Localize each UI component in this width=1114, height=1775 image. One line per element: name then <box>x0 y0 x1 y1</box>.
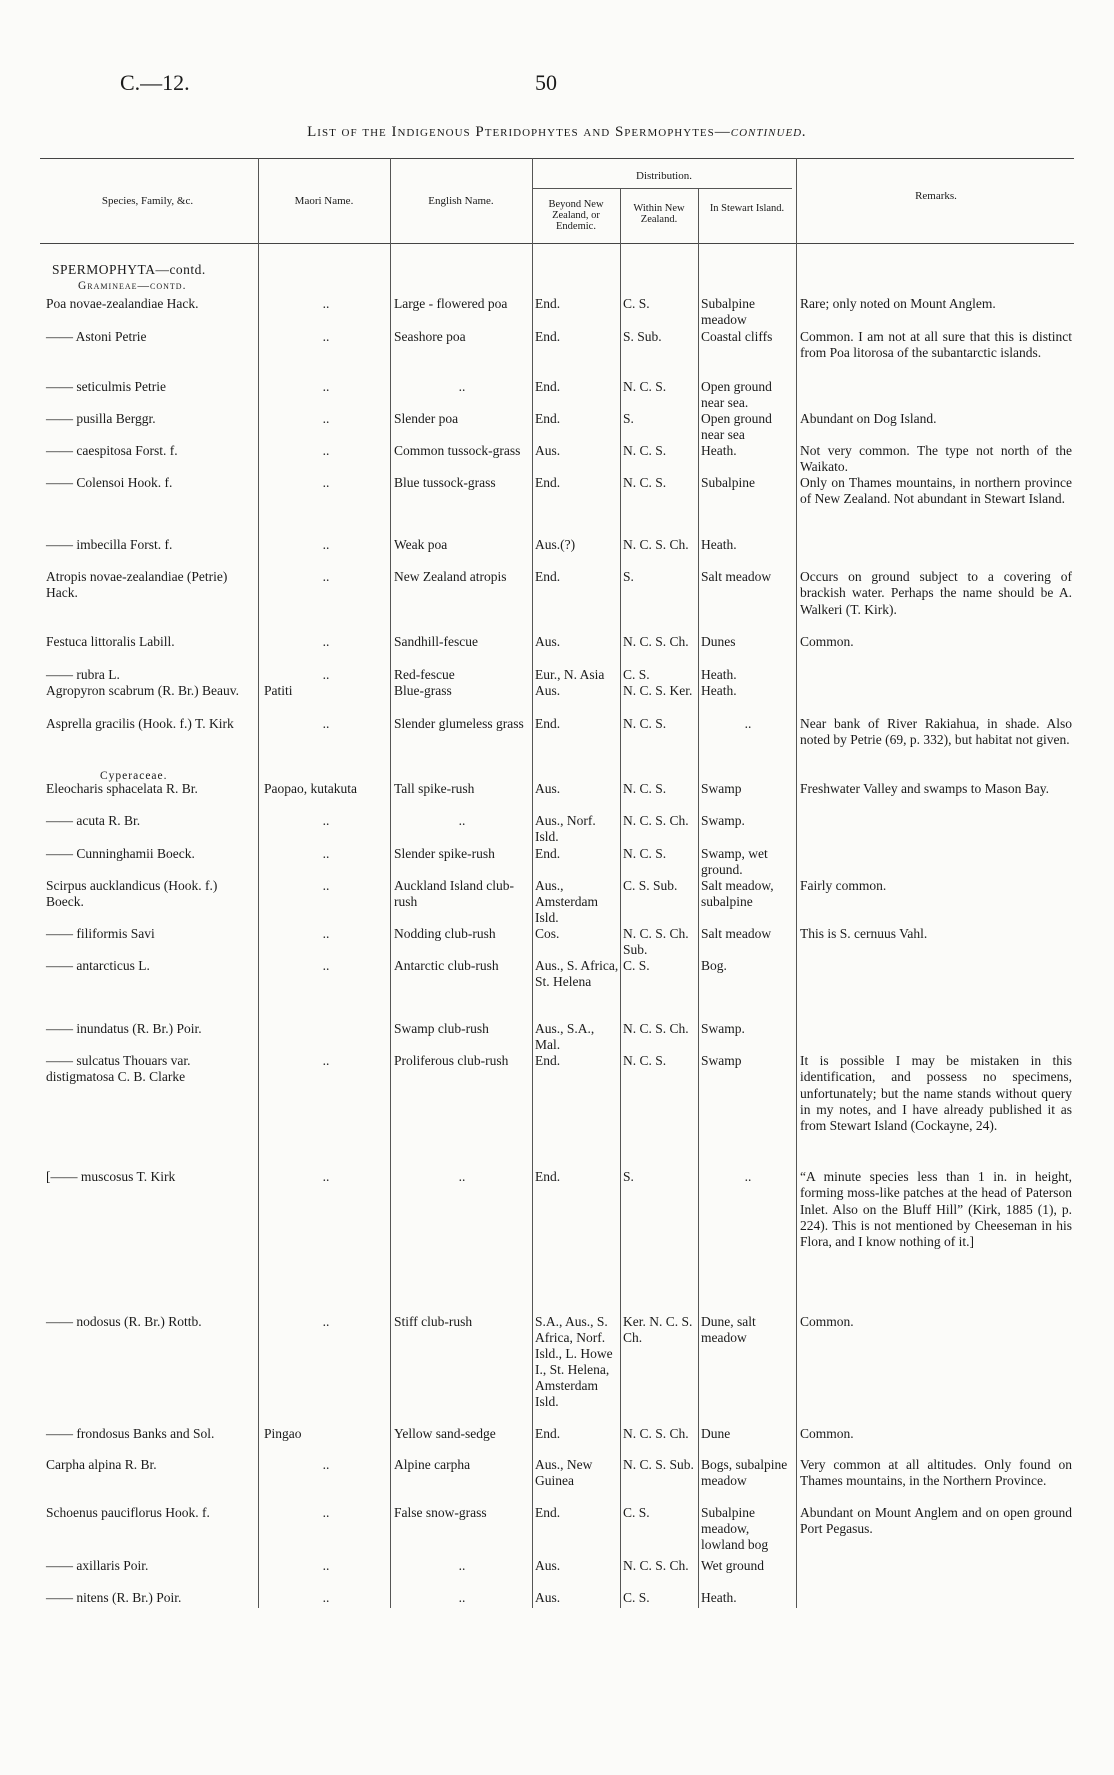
row-16-eng: Nodding club-rush <box>394 926 496 941</box>
row-21-sp: —— nodosus (R. Br.) Rottb. <box>46 1314 202 1329</box>
row-3-eng: Slender poa <box>394 411 459 426</box>
row-5-beyond: End. <box>535 475 561 490</box>
row-3-rem: Abundant on Dog Island. <box>800 411 937 426</box>
row-3-beyond: End. <box>535 411 561 426</box>
title-prefix: List of the Indigenous Pteridophytes and Spermophytes— <box>307 124 731 140</box>
row-25-maori: .. <box>322 1558 330 1573</box>
row-7-eng: New Zealand atropis <box>394 569 507 584</box>
row-25-eng: .. <box>458 1558 466 1573</box>
row-7-rem: Occurs on ground subject to a covering of brackish water. Perhaps the name should be A. Walkeri (T. Kirk). <box>800 569 1072 617</box>
row-3-maori: .. <box>322 411 330 426</box>
row-0-maori: .. <box>322 296 330 311</box>
distribution-rule <box>532 188 792 189</box>
row-3-within: S. <box>623 411 634 426</box>
row-19-sp: —— sulcatus Thouars var. distigmatosa C. B. Clarke <box>46 1053 191 1084</box>
row-19-beyond: End. <box>535 1053 561 1068</box>
row-19-maori: .. <box>322 1053 330 1068</box>
row-18-stewart: Swamp. <box>701 1021 745 1036</box>
row-4-stewart: Heath. <box>701 443 737 458</box>
row-14-maori: .. <box>322 846 330 861</box>
row-21-beyond: S.A., Aus., S. Africa, Norf. Isld., L. Howe I., St. Helena, Amsterdam Isld. <box>535 1314 613 1409</box>
row-15-sp: Scirpus aucklandicus (Hook. f.) Boeck. <box>46 878 218 909</box>
row-24-beyond: End. <box>535 1505 561 1520</box>
header-maori: Maori Name. <box>294 195 354 207</box>
row-19-within: N. C. S. <box>623 1053 667 1068</box>
row-1-within: S. Sub. <box>623 329 662 344</box>
row-22-maori: Pingao <box>264 1426 302 1441</box>
row-23-beyond: Aus., New Guinea <box>535 1457 593 1488</box>
row-20-within: S. <box>623 1169 634 1184</box>
row-6-stewart: Heath. <box>701 537 737 552</box>
row-2-maori: .. <box>322 379 330 394</box>
row-23-maori: .. <box>322 1457 330 1472</box>
row-13-eng: .. <box>458 813 466 828</box>
row-5-stewart: Subalpine <box>701 475 755 490</box>
row-15-stewart: Salt meadow, subalpine <box>701 878 774 909</box>
row-12-rem: Freshwater Valley and swamps to Mason Bay. <box>800 781 1049 796</box>
row-7-sp: Atropis novae-zealandiae (Petrie) Hack. <box>46 569 228 600</box>
row-21-within: Ker. N. C. S. Ch. <box>623 1314 693 1345</box>
row-22-within: N. C. S. Ch. <box>623 1426 689 1441</box>
row-6-within: N. C. S. Ch. <box>623 537 689 552</box>
row-9-maori: .. <box>322 667 330 682</box>
row-12-beyond: Aus. <box>535 781 561 796</box>
row-4-rem: Not very common. The type not north of the Waikato. <box>800 443 1072 475</box>
row-0-eng: Large - flowered poa <box>394 296 508 311</box>
row-6-sp: —— imbecilla Forst. f. <box>46 537 173 552</box>
row-20-eng: .. <box>458 1169 466 1184</box>
row-24-stewart: Subalpine meadow, lowland bog <box>701 1505 769 1552</box>
row-16-beyond: Cos. <box>535 926 560 941</box>
row-21-stewart: Dune, salt meadow <box>701 1314 756 1345</box>
row-16-rem: This is S. cernuus Vahl. <box>800 926 928 941</box>
row-26-stewart: Heath. <box>701 1590 737 1605</box>
header-within: Within New Zealand. <box>633 203 685 225</box>
row-1-sp: —— Astoni Petrie <box>46 329 147 344</box>
row-17-beyond: Aus., S. Africa, St. Helena <box>535 958 619 989</box>
row-13-stewart: Swamp. <box>701 813 745 828</box>
row-4-within: N. C. S. <box>623 443 667 458</box>
row-14-eng: Slender spike-rush <box>394 846 495 861</box>
row-5-sp: —— Colensoi Hook. f. <box>46 475 173 490</box>
row-12-maori: Paopao, kutakuta <box>264 781 357 796</box>
row-11-sp: Asprella gracilis (Hook. f.) T. Kirk <box>46 716 234 731</box>
row-16-maori: .. <box>322 926 330 941</box>
row-2-within: N. C. S. <box>623 379 667 394</box>
row-14-sp: —— Cunninghamii Boeck. <box>46 846 195 861</box>
col-divider-4 <box>620 188 621 1608</box>
row-18-beyond: Aus., S.A., Mal. <box>535 1021 595 1052</box>
page-title <box>0 124 1114 141</box>
header-beyond: Beyond New Zealand, or Endemic. <box>548 199 604 232</box>
row-21-maori: .. <box>322 1314 330 1329</box>
row-12-eng: Tall spike-rush <box>394 781 475 796</box>
col-divider-1 <box>258 158 259 1608</box>
row-1-beyond: End. <box>535 329 561 344</box>
row-3-stewart: Open ground near sea <box>701 411 772 442</box>
row-14-beyond: End. <box>535 846 561 861</box>
row-24-rem: Abundant on Mount Anglem and on open ground Port Pegasus. <box>800 1505 1072 1537</box>
row-11-maori: .. <box>322 716 330 731</box>
row-19-stewart: Swamp <box>701 1053 742 1068</box>
row-10-beyond: Aus. <box>535 683 561 698</box>
row-1-rem: Common. I am not at all sure that this is distinct from Poa litorosa of the subantarctic islands. <box>800 329 1072 361</box>
row-20-maori: .. <box>322 1169 330 1184</box>
row-26-maori: .. <box>322 1590 330 1605</box>
row-24-sp: Schoenus pauciflorus Hook. f. <box>46 1505 210 1520</box>
row-2-stewart: Open ground near sea. <box>701 379 772 410</box>
row-13-beyond: Aus., Norf. Isld. <box>535 813 596 844</box>
row-5-rem: Only on Thames mountains, in northern province of New Zealand. Not abundant in Stewart Island. <box>800 475 1072 507</box>
row-8-within: N. C. S. Ch. <box>623 634 689 649</box>
row-0-sp: Poa novae-zealandiae Hack. <box>46 296 199 311</box>
row-4-beyond: Aus. <box>535 443 561 458</box>
section-cyperaceae: Cyperaceae. <box>100 770 168 782</box>
row-23-rem: Very common at all altitudes. Only found on Thames mountains, in the Northern Province. <box>800 1457 1072 1489</box>
row-15-beyond: Aus., Amsterdam Isld. <box>535 878 598 925</box>
row-19-eng: Proliferous club-rush <box>394 1053 509 1068</box>
row-17-within: C. S. <box>623 958 650 973</box>
row-9-within: C. S. <box>623 667 650 682</box>
row-12-sp: Eleocharis sphacelata R. Br. <box>46 781 198 796</box>
row-6-maori: .. <box>322 537 330 552</box>
row-23-eng: Alpine carpha <box>394 1457 471 1472</box>
row-12-within: N. C. S. <box>623 781 667 796</box>
row-4-maori: .. <box>322 443 330 458</box>
header-bottom-rule <box>40 243 1074 244</box>
row-20-sp: [—— muscosus T. Kirk <box>46 1169 176 1184</box>
row-11-beyond: End. <box>535 716 561 731</box>
section-spermophyta-label: SPERMOPHYTA—contd. <box>52 262 206 277</box>
row-15-within: C. S. Sub. <box>623 878 678 893</box>
row-4-eng: Common tussock-grass <box>394 443 521 458</box>
header-english: English Name. <box>428 195 494 207</box>
row-2-beyond: End. <box>535 379 561 394</box>
row-8-stewart: Dunes <box>701 634 736 649</box>
row-10-eng: Blue-grass <box>394 683 452 698</box>
header-stewart: In Stewart Island. <box>709 203 785 214</box>
row-14-stewart: Swamp, wet ground. <box>701 846 768 877</box>
col-divider-2 <box>390 158 391 1608</box>
row-26-within: C. S. <box>623 1590 650 1605</box>
row-7-within: S. <box>623 569 634 584</box>
row-7-stewart: Salt meadow <box>701 569 772 584</box>
row-14-within: N. C. S. <box>623 846 667 861</box>
row-23-within: N. C. S. Sub. <box>623 1457 694 1472</box>
row-11-stewart: .. <box>744 716 752 731</box>
row-22-sp: —— frondosus Banks and Sol. <box>46 1426 215 1441</box>
title-suffix: continued. <box>730 124 807 140</box>
section-gramineae: Gramineae—contd. <box>78 280 187 292</box>
row-26-eng: .. <box>458 1590 466 1605</box>
row-8-eng: Sandhill-fescue <box>394 634 478 649</box>
row-13-within: N. C. S. Ch. <box>623 813 689 828</box>
row-0-beyond: End. <box>535 296 561 311</box>
row-20-beyond: End. <box>535 1169 561 1184</box>
header-remarks: Remarks. <box>915 190 957 202</box>
col-divider-5 <box>698 188 699 1608</box>
row-12-stewart: Swamp <box>701 781 742 796</box>
row-22-beyond: End. <box>535 1426 561 1441</box>
row-3-sp: —— pusilla Berggr. <box>46 411 156 426</box>
row-10-stewart: Heath. <box>701 683 737 698</box>
row-20-rem: “A minute species less than 1 in. in height, forming moss-like patches at the head of Paterson Inlet. Also on the Bluff Hill” (Kirk, 1885 (1), p. 224). This is not mentioned by Cheeseman in his Flora, and I know nothing of it.] <box>800 1169 1072 1250</box>
row-0-stewart: Subalpine meadow <box>701 296 755 327</box>
row-8-sp: Festuca littoralis Labill. <box>46 634 175 649</box>
row-10-within: N. C. S. Ker. <box>623 683 693 698</box>
row-25-within: N. C. S. Ch. <box>623 1558 689 1573</box>
row-5-within: N. C. S. <box>623 475 667 490</box>
row-21-eng: Stiff club-rush <box>394 1314 473 1329</box>
row-9-sp: —— rubra L. <box>46 667 120 682</box>
row-0-within: C. S. <box>623 296 650 311</box>
row-18-sp: —— inundatus (R. Br.) Poir. <box>46 1021 202 1036</box>
header-species: Species, Family, &c. <box>101 195 194 207</box>
row-2-sp: —— seticulmis Petrie <box>46 379 166 394</box>
row-25-sp: —— axillaris Poir. <box>46 1558 149 1573</box>
row-13-maori: .. <box>322 813 330 828</box>
row-1-stewart: Coastal cliffs <box>701 329 773 344</box>
row-6-eng: Weak poa <box>394 537 448 552</box>
row-22-rem: Common. <box>800 1426 854 1441</box>
row-1-maori: .. <box>322 329 330 344</box>
row-18-within: N. C. S. Ch. <box>623 1021 689 1036</box>
col-divider-3 <box>532 158 533 1608</box>
row-16-sp: —— filiformis Savi <box>46 926 155 941</box>
row-17-maori: .. <box>322 958 330 973</box>
row-25-beyond: Aus. <box>535 1558 561 1573</box>
row-4-sp: —— caespitosa Forst. f. <box>46 443 178 458</box>
row-17-stewart: Bog. <box>701 958 727 973</box>
row-26-beyond: Aus. <box>535 1590 561 1605</box>
row-5-eng: Blue tussock-grass <box>394 475 496 490</box>
header-top-rule <box>40 158 1074 159</box>
row-15-rem: Fairly common. <box>800 878 887 893</box>
row-7-maori: .. <box>322 569 330 584</box>
section-spermophyta <box>52 262 206 278</box>
row-18-eng: Swamp club-rush <box>394 1021 489 1036</box>
row-1-eng: Seashore poa <box>394 329 466 344</box>
row-22-stewart: Dune <box>701 1426 731 1441</box>
document-number: C.—12. <box>120 70 190 95</box>
row-24-eng: False snow-grass <box>394 1505 487 1520</box>
row-9-beyond: Eur., N. Asia <box>535 667 605 682</box>
row-19-rem: It is possible I may be mistaken in this identification, and possess no specimens, unfortunately; but the name stands without query in my notes, and I have already published it as from Stewart Island (Cockayne, 24). <box>800 1053 1072 1134</box>
row-7-beyond: End. <box>535 569 561 584</box>
row-8-beyond: Aus. <box>535 634 561 649</box>
row-11-within: N. C. S. <box>623 716 667 731</box>
row-13-sp: —— acuta R. Br. <box>46 813 141 828</box>
row-20-stewart: .. <box>744 1169 752 1184</box>
row-9-stewart: Heath. <box>701 667 737 682</box>
row-10-sp: Agropyron scabrum (R. Br.) Beauv. <box>46 683 239 698</box>
row-21-rem: Common. <box>800 1314 854 1329</box>
row-15-eng: Auckland Island club-rush <box>394 878 514 909</box>
row-9-eng: Red-fescue <box>394 667 455 682</box>
row-8-maori: .. <box>322 634 330 649</box>
col-divider-6 <box>796 158 797 1608</box>
page-number: 50 <box>535 70 557 95</box>
row-6-beyond: Aus.(?) <box>535 537 576 552</box>
header-distribution: Distribution. <box>636 170 692 182</box>
row-16-stewart: Salt meadow <box>701 926 772 941</box>
row-24-within: C. S. <box>623 1505 650 1520</box>
row-5-maori: .. <box>322 475 330 490</box>
row-26-sp: —— nitens (R. Br.) Poir. <box>46 1590 182 1605</box>
row-17-eng: Antarctic club-rush <box>394 958 499 973</box>
row-23-sp: Carpha alpina R. Br. <box>46 1457 157 1472</box>
row-0-rem: Rare; only noted on Mount Anglem. <box>800 296 996 311</box>
row-11-rem: Near bank of River Rakiahua, in shade. Also noted by Petrie (69, p. 332), but habitat not given. <box>800 716 1072 748</box>
row-22-eng: Yellow sand-sedge <box>394 1426 496 1441</box>
row-10-maori: Patiti <box>264 683 293 698</box>
row-25-stewart: Wet ground <box>701 1558 765 1573</box>
row-8-rem: Common. <box>800 634 854 649</box>
row-16-within: N. C. S. Ch. Sub. <box>623 926 689 957</box>
row-23-stewart: Bogs, subalpine meadow <box>701 1457 788 1488</box>
row-11-eng: Slender glumeless grass <box>394 716 524 731</box>
row-17-sp: —— antarcticus L. <box>46 958 150 973</box>
row-24-maori: .. <box>322 1505 330 1520</box>
row-15-maori: .. <box>322 878 330 893</box>
row-2-eng: .. <box>458 379 466 394</box>
